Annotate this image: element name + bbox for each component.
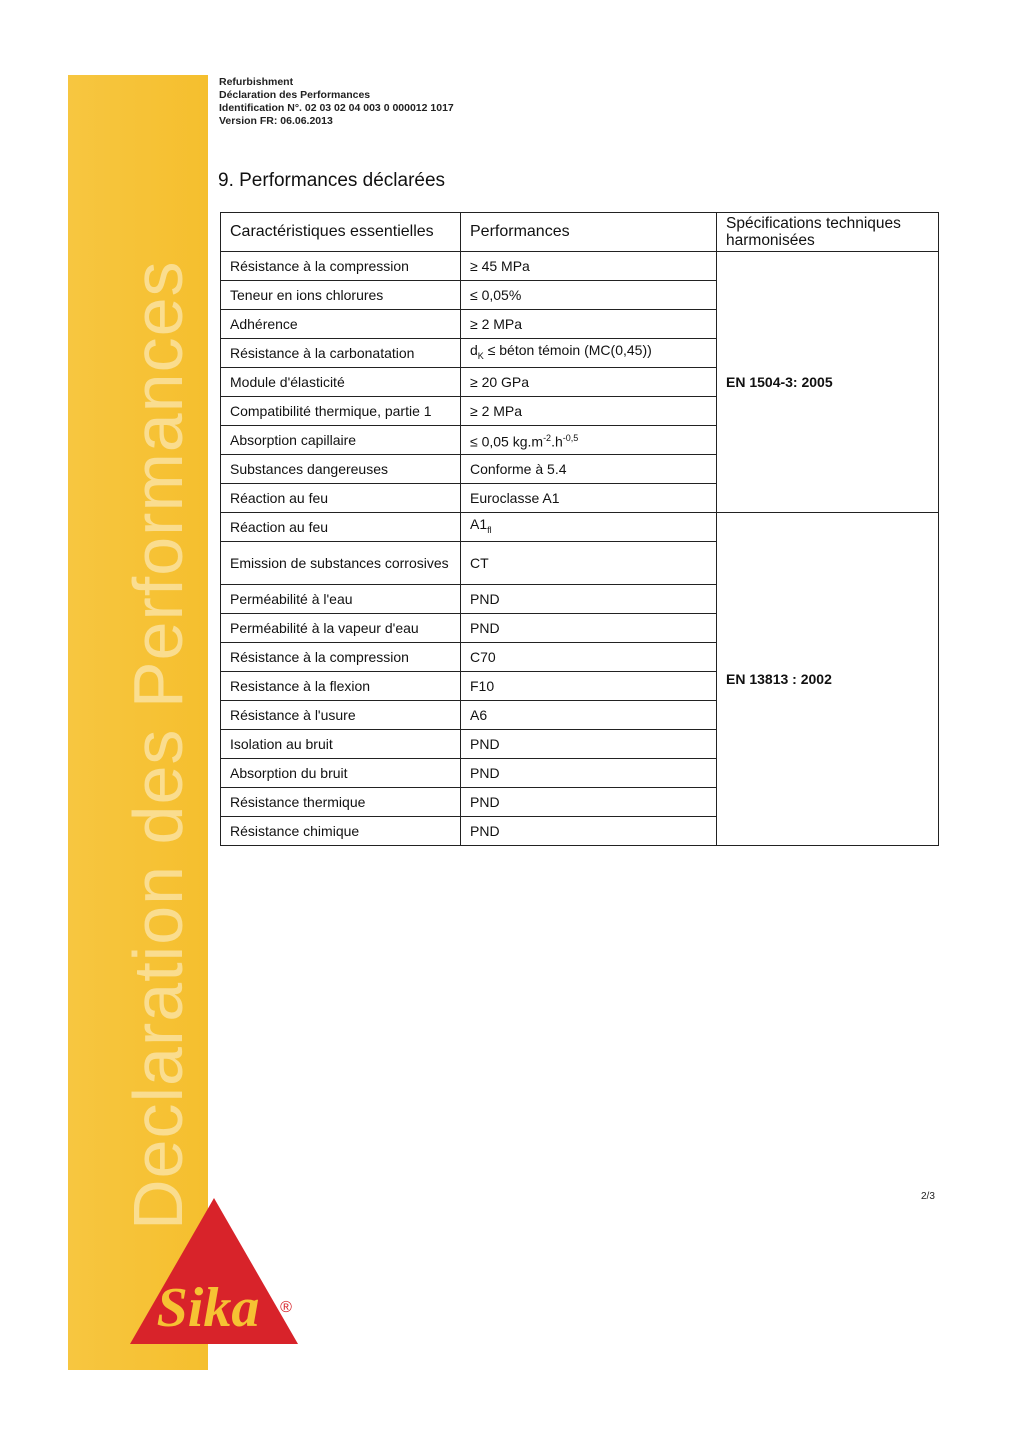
performance-cell: Conforme à 5.4 bbox=[461, 455, 717, 484]
characteristic-cell: Réaction au feu bbox=[221, 513, 461, 542]
performance-cell bbox=[461, 339, 717, 368]
characteristic-cell: Résistance thermique bbox=[221, 788, 461, 817]
performance-cell: PND bbox=[461, 614, 717, 643]
characteristic-cell: Module d'élasticité bbox=[221, 368, 461, 397]
page-number: 2/3 bbox=[921, 1191, 935, 1202]
performance-cell: PND bbox=[461, 788, 717, 817]
sika-logo bbox=[128, 1196, 300, 1346]
characteristic-cell: Absorption du bruit bbox=[221, 759, 461, 788]
performance-cell: PND bbox=[461, 730, 717, 759]
performance-cell: A6 bbox=[461, 701, 717, 730]
performance-cell: C70 bbox=[461, 643, 717, 672]
header-product: Refurbishment bbox=[219, 76, 294, 88]
perf-main: d bbox=[470, 342, 478, 359]
performance-cell: ≥ 20 GPa bbox=[461, 368, 717, 397]
perf-main: ≤ 0,05 kg.m bbox=[470, 433, 544, 450]
performance-cell: ≥ 45 MPa bbox=[461, 252, 717, 281]
characteristic-cell: Compatibilité thermique, partie 1 bbox=[221, 397, 461, 426]
table-header-row bbox=[221, 213, 939, 252]
performance-cell: ≥ 2 MPa bbox=[461, 397, 717, 426]
characteristic-cell: Perméabilité à la vapeur d'eau bbox=[221, 614, 461, 643]
header-version: Version FR: 06.06.2013 bbox=[219, 115, 333, 127]
characteristic-cell: Absorption capillaire bbox=[221, 426, 461, 455]
performance-cell: Euroclasse A1 bbox=[461, 484, 717, 513]
perf-superscript: -2 bbox=[543, 433, 552, 444]
characteristic-cell: Isolation au bruit bbox=[221, 730, 461, 759]
characteristic-cell: Perméabilité à l'eau bbox=[221, 585, 461, 614]
characteristic-cell: Résistance à l'usure bbox=[221, 701, 461, 730]
characteristic-cell: Réaction au feu bbox=[221, 484, 461, 513]
perf-main: A1 bbox=[470, 516, 488, 533]
performance-cell: PND bbox=[461, 585, 717, 614]
characteristic-cell: Résistance chimique bbox=[221, 817, 461, 846]
performance-cell: PND bbox=[461, 759, 717, 788]
performance-cell: PND bbox=[461, 817, 717, 846]
characteristic-cell: Résistance à la carbonatation bbox=[221, 339, 461, 368]
standard-cell-en1504: EN 1504-3: 2005 bbox=[717, 252, 939, 513]
performance-cell bbox=[461, 513, 717, 542]
perf-rest: ≤ béton témoin (MC(0,45)) bbox=[483, 342, 652, 359]
col-header-specifications: Spécifications techniques harmonisées bbox=[717, 213, 939, 252]
perf-subscript: fl bbox=[487, 524, 492, 535]
characteristic-cell: Adhérence bbox=[221, 310, 461, 339]
performance-cell: F10 bbox=[461, 672, 717, 701]
characteristic-cell: Substances dangereuses bbox=[221, 455, 461, 484]
performance-cell: CT bbox=[461, 542, 717, 585]
logo-wordmark: Sika bbox=[156, 1277, 260, 1339]
perf-mid: .h bbox=[551, 433, 563, 450]
col-header-characteristics: Caractéristiques essentielles bbox=[221, 213, 461, 252]
section-title: 9. Performances déclarées bbox=[218, 170, 446, 191]
table-row bbox=[221, 252, 939, 281]
standard-cell-en13813: EN 13813 : 2002 bbox=[717, 513, 939, 846]
document-header bbox=[219, 76, 454, 128]
characteristic-cell: Résistance à la compression bbox=[221, 643, 461, 672]
characteristic-cell: Resistance à la flexion bbox=[221, 672, 461, 701]
performance-cell: ≤ 0,05% bbox=[461, 281, 717, 310]
performance-cell: ≥ 2 MPa bbox=[461, 310, 717, 339]
characteristic-cell: Teneur en ions chlorures bbox=[221, 281, 461, 310]
characteristic-cell: Résistance à la compression bbox=[221, 252, 461, 281]
performance-table bbox=[220, 212, 939, 846]
table-row bbox=[221, 513, 939, 542]
perf-subscript: K bbox=[477, 350, 484, 361]
perf-superscript: -0,5 bbox=[562, 433, 579, 444]
characteristic-cell: Emission de substances corrosives bbox=[221, 542, 461, 585]
header-identification: Identification N°. 02 03 02 04 003 0 000012 1017 bbox=[219, 102, 454, 114]
registered-mark: ® bbox=[280, 1299, 292, 1316]
header-doc-type: Déclaration des Performances bbox=[219, 89, 371, 101]
sidebar-vertical-title: Declaration des Performances bbox=[119, 260, 197, 1230]
performance-cell bbox=[461, 426, 717, 455]
col-header-performances: Performances bbox=[461, 213, 717, 252]
